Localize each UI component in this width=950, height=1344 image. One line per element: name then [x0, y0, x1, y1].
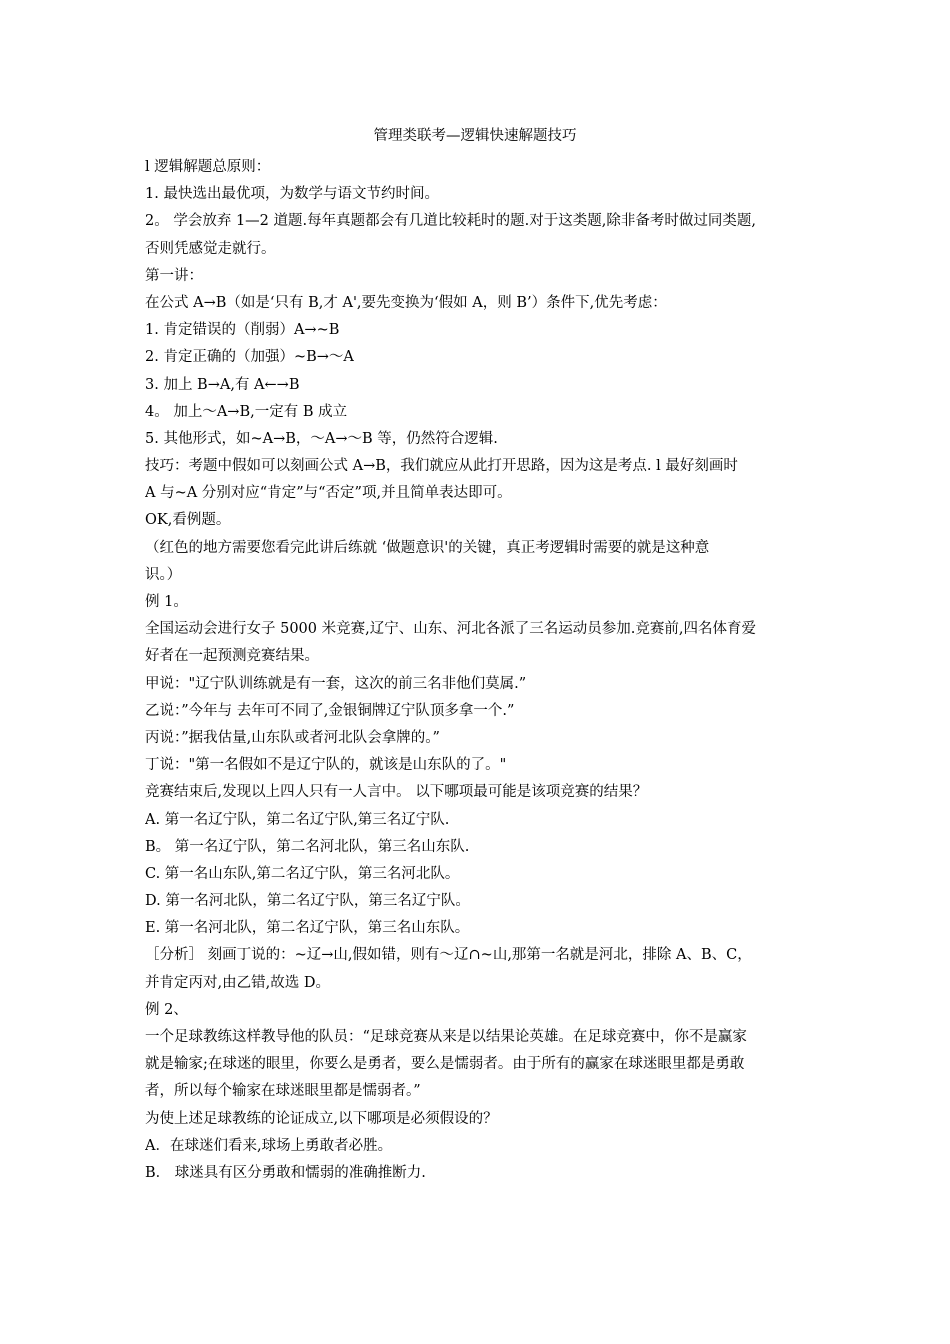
text-line: 第一讲： [145, 267, 203, 284]
text-line: 否则凭感觉走就行。 [145, 240, 276, 257]
text-line: A．在球迷们看来,球场上勇敢者必胜。 [145, 1137, 393, 1154]
text-line: 4。 加上～A→B,一定有 B 成立 [145, 403, 348, 420]
text-line: 竞赛结束后,发现以上四人只有一人言中。 以下哪项最可能是该项竞赛的结果？ [145, 784, 648, 801]
text-line: 丁说："第一名假如不是辽宁队的，就该是山东队的了。" [145, 757, 507, 774]
text-line: 例 2、 [145, 1001, 188, 1018]
text-line: B。 第一名辽宁队，第二名河北队，第三名山东队. [145, 838, 470, 855]
text-line: 一个足球教练这样教导他的队员：“足球竞赛从来是以结果论英雄。在足球竞赛中，你不是赢家 [145, 1029, 747, 1045]
text-line: B． 球迷具有区分勇敢和懦弱的准确推断力. [145, 1164, 426, 1181]
text-line: 者，所以每个输家在球迷眼里都是懦弱者。” [145, 1083, 421, 1100]
document-title: 管理类联考—逻辑快速解题技巧 [373, 128, 577, 144]
text-line: ［分析］ 刻画丁说的：~辽→山,假如错，则有～辽∩~山,那第一名就是河北，排除 A、B、C， [145, 947, 752, 964]
text-line: 1. 最快选出最优项，为数学与语文节约时间。 [145, 186, 439, 203]
text-line: 甲说："辽宁队训练就是有一套，这次的前三名非他们莫属.” [145, 675, 527, 692]
text-line: 5. 其他形式，如~A→B，～A→～B 等，仍然符合逻辑. [145, 430, 498, 447]
text-line: 识。） [145, 566, 182, 583]
text-line: 3. 加上 B→A,有 A←→B [145, 376, 300, 393]
text-line: 1. 肯定错误的（削弱）A→~B [145, 322, 340, 339]
text-line: 2. 肯定正确的（加强）~B→～A [145, 349, 354, 366]
text-line: （红色的地方需要您看完此讲后练就 ‘做题意识'的关键，真正考逻辑时需要的就是这种意 [145, 539, 710, 556]
text-line: 在公式 A→B（如是‘只有 B,才 A',要先变换为‘假如 A，则 B’）条件下,优先考虑： [145, 294, 667, 311]
text-line: l 逻辑解题总原则： [145, 159, 271, 175]
text-line: 技巧：考题中假如可以刻画公式 A→B，我们就应从此打开思路，因为这是考点. l 最好刻画时 [145, 458, 738, 475]
text-line: 为使上述足球教练的论证成立,以下哪项是必须假设的？ [145, 1110, 498, 1127]
text-line: 就是输家;在球迷的眼里，你要么是勇者，要么是懦弱者。由于所有的赢家在球迷眼里都是勇敢 [145, 1056, 745, 1073]
text-line: C. 第一名山东队,第二名辽宁队，第三名河北队。 [145, 865, 460, 882]
text-line: 丙说：”据我估量,山东队或者河北队会拿牌的。” [145, 729, 440, 746]
text-line: 全国运动会进行女子 5000 米竞赛,辽宁、山东、河北各派了三名运动员参加.竞赛前,四名体育爱 [145, 621, 756, 638]
text-line: 乙说：”今年与 去年可不同了,金银铜牌辽宁队顶多拿一个.” [145, 702, 515, 719]
text-line: 并肯定丙对,由乙错,故选 D。 [145, 974, 330, 991]
text-line: 例 1。 [145, 594, 188, 610]
text-line: D. 第一名河北队，第二名辽宁队，第三名辽宁队。 [145, 893, 470, 910]
text-line: E. 第一名河北队，第二名辽宁队，第三名山东队。 [145, 920, 470, 937]
text-line: OK,看例题。 [145, 512, 231, 529]
text-line: 2。 学会放弃 1—2 道题.每年真题都会有几道比较耗时的题.对于这类题,除非备考时做过同类题, [145, 213, 756, 230]
document-body [145, 154, 815, 1187]
text-line: A 与~A 分别对应“肯定”与“否定”项,并且简单表达即可。 [145, 485, 512, 502]
text-line: 好者在一起预测竞赛结果。 [145, 648, 319, 665]
text-line: A. 第一名辽宁队，第二名辽宁队,第三名辽宁队. [145, 811, 450, 828]
